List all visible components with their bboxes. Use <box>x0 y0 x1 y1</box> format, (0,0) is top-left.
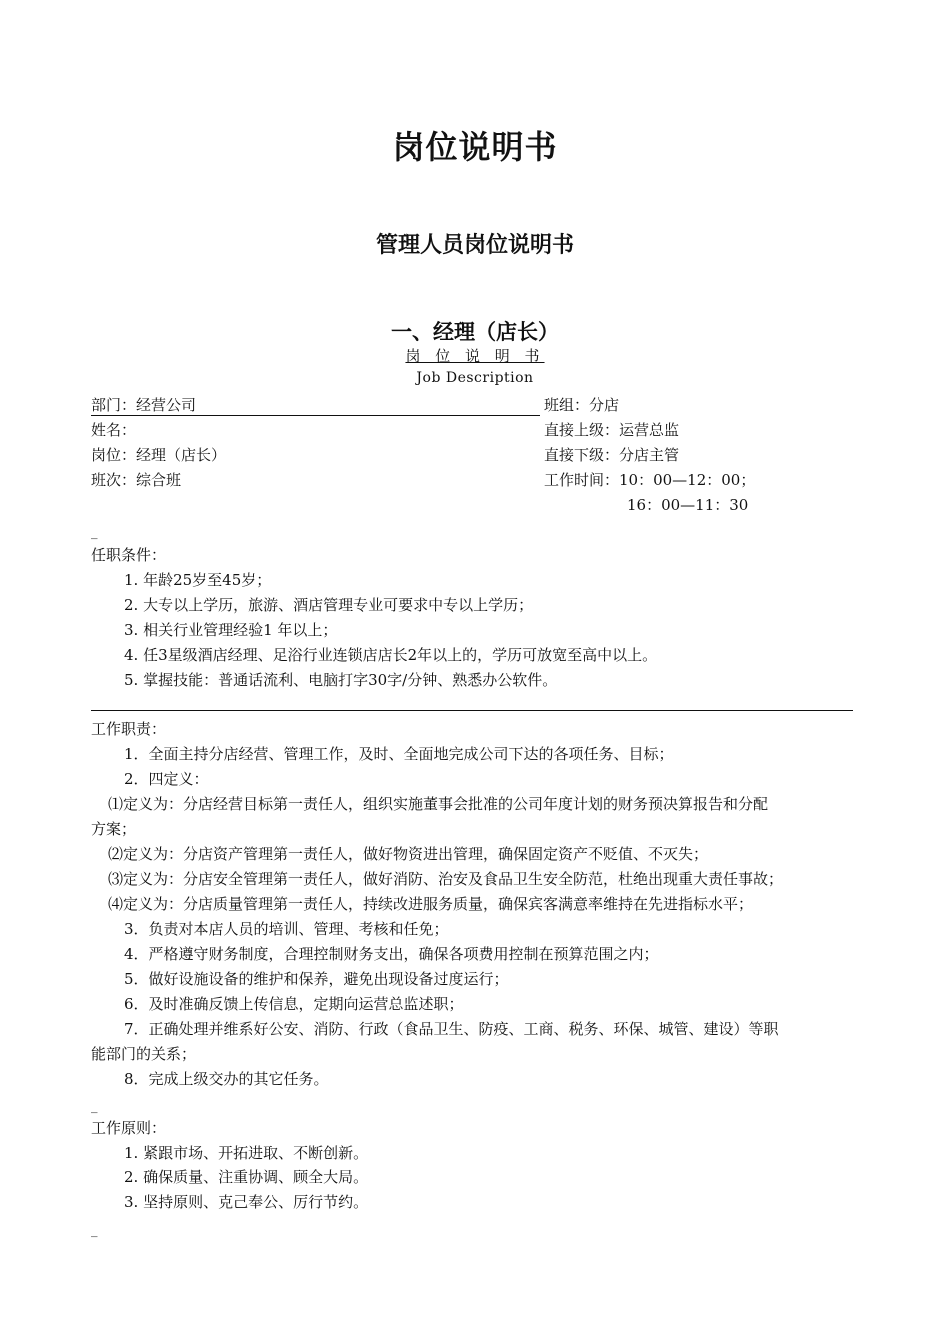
page-subtitle: 管理人员岗位说明书 <box>375 233 574 258</box>
list-item: 2. 大专以上学历，旅游、酒店管理专业可要求中专以上学历； <box>124 596 534 614</box>
list-item: 3. 坚持原则、克己奉公、厉行节约。 <box>124 1193 369 1211</box>
list-item: 3. 相关行业管理经验1 年以上； <box>124 621 338 639</box>
list-item: 2. 确保质量、注重协调、顾全大局。 <box>124 1168 369 1186</box>
subordinate-field: 直接下级：分店主管 <box>544 446 680 464</box>
page-title: 岗位说明书 <box>392 128 558 166</box>
list-item: 4．严格遵守财务制度，合理控制财务支出，确保各项费用控制在预算范围之内； <box>124 945 659 963</box>
paragraph-marker: _ <box>91 1099 98 1114</box>
list-item-continuation: 方案； <box>91 820 137 838</box>
divider <box>91 710 853 711</box>
list-item: ⑷定义为：分店质量管理第一责任人，持续改进服务质量，确保宾客满意率维持在先进指标水平； <box>108 895 754 913</box>
list-item: 2．四定义： <box>124 770 209 788</box>
shift-field: 班次：综合班 <box>91 471 182 489</box>
list-item: ⑶定义为：分店安全管理第一责任人，做好消防、治安及食品卫生安全防范，杜绝出现重大责任事故； <box>108 870 784 888</box>
name-field: 姓名： <box>91 421 137 439</box>
list-item: 1．全面主持分店经营、管理工作，及时、全面地完成公司下达的各项任务、目标； <box>124 745 674 763</box>
paragraph-marker: _ <box>91 1223 98 1238</box>
doc-header-text: 岗 位 说 明 书 <box>405 347 545 365</box>
dept-field: 部门：经营公司 <box>91 395 540 416</box>
doc-header <box>0 345 950 366</box>
paragraph-marker: _ <box>91 525 98 540</box>
superior-field: 直接上级：运营总监 <box>544 421 680 439</box>
list-item: 1. 年龄25岁至45岁； <box>124 571 272 589</box>
list-item: 8．完成上级交办的其它任务。 <box>124 1070 329 1088</box>
duties-heading: 工作职责： <box>91 720 167 738</box>
list-item: 3．负责对本店人员的培训、管理、考核和任免； <box>124 920 449 938</box>
position-field: 岗位：经理（店长） <box>91 446 227 464</box>
list-item: 1. 紧跟市场、开拓进取、不断创新。 <box>124 1144 369 1162</box>
list-item: 7．正确处理并维系好公安、消防、行政（食品卫生、防疫、工商、税务、环保、城管、建设）等职 <box>124 1020 779 1038</box>
work-time-2: 16：00—11：30 <box>627 496 749 514</box>
list-item: ⑵定义为：分店资产管理第一责任人，做好物资进出管理，确保固定资产不贬值、不灭失； <box>108 845 709 863</box>
list-item: 6．及时准确反馈上传信息，定期向运营总监述职； <box>124 995 464 1013</box>
doc-header-en: Job Description <box>416 370 534 386</box>
list-item: 5．做好设施设备的维护和保养，避免出现设备过度运行； <box>124 970 509 988</box>
list-item: ⑴定义为：分店经营目标第一责任人，组织实施董事会批准的公司年度计划的财务预决算报告和分配 <box>108 795 769 813</box>
qualifications-heading: 任职条件： <box>91 546 167 564</box>
team-field: 班组：分店 <box>544 396 620 414</box>
section-title: 一、经理（店长） <box>391 320 559 344</box>
list-item: 4. 任3星级酒店经理、足浴行业连锁店店长2年以上的，学历可放宽至高中以上。 <box>124 646 658 664</box>
principles-heading: 工作原则： <box>91 1119 167 1137</box>
list-item: 5. 掌握技能：普通话流利、电脑打字30字/分钟、熟悉办公软件。 <box>124 671 558 689</box>
work-time-1: 工作时间：10：00—12：00； <box>544 471 756 489</box>
list-item-continuation: 能部门的关系； <box>91 1045 197 1063</box>
